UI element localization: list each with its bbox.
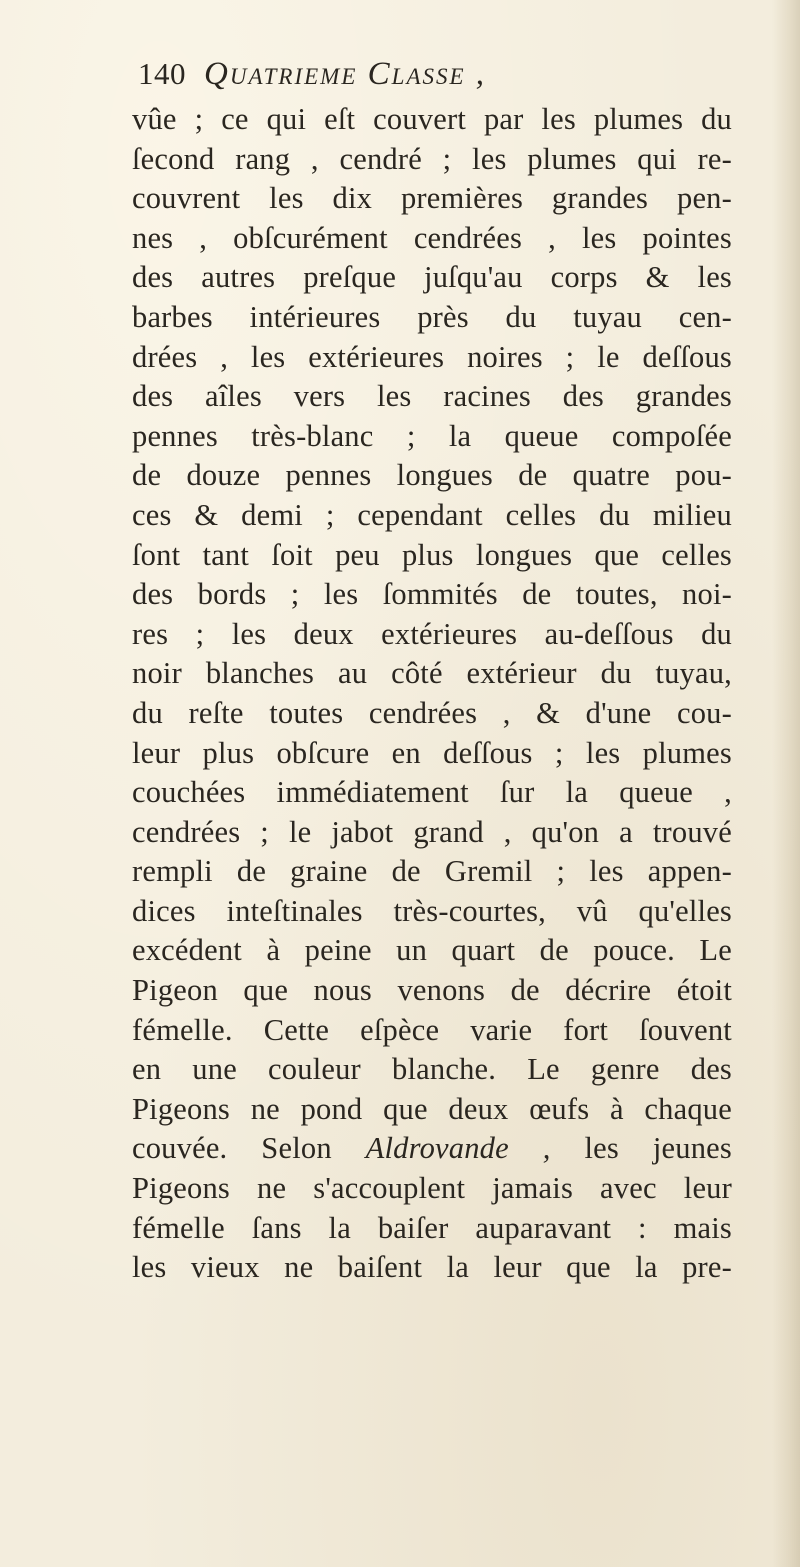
text-line: Pigeons ne pond que deux œufs à chaque	[132, 1091, 732, 1126]
text-line: du reſte toutes cendrées , & d'une cou-	[132, 695, 732, 730]
text-line: leur plus obſcure en deſſous ; les plumes	[132, 735, 732, 770]
text-line: couchées immédiatement ſur la queue ,	[132, 775, 732, 810]
text-line: ſont tant ſoit peu plus longues que celles	[132, 537, 732, 572]
text-line: pennes très-blanc ; la queue compoſée	[132, 418, 732, 453]
text-line: ſecond rang , cendré ; les plumes qui re-	[132, 141, 732, 176]
text-line: res ; les deux extérieures au-deſſous du	[132, 616, 732, 651]
text-line: ces & demi ; cependant celles du milieu	[132, 497, 732, 532]
page-number: 140	[138, 56, 186, 91]
text-line: des autres preſque juſqu'au corps & les	[132, 260, 732, 295]
text-line: Pigeon que nous venons de décrire étoit	[132, 973, 732, 1008]
text-line: noir blanches au côté extérieur du tuyau,	[132, 656, 732, 691]
text-line: rempli de graine de Gremil ; les appen-	[132, 854, 732, 889]
text-line: les vieux ne baiſent la leur que la pre-	[132, 1250, 732, 1285]
text-line: de douze pennes longues de quatre pou-	[132, 458, 732, 493]
text-line: barbes intérieures près du tuyau cen-	[132, 299, 732, 334]
text-line: nes , obſcurément cendrées , les pointes	[132, 220, 732, 255]
text-line: vûe ; ce qui eſt couvert par les plumes du	[132, 102, 732, 136]
text-line-with-author	[132, 1129, 732, 1169]
text-line: Pigeons ne s'accouplent jamais avec leur	[132, 1171, 732, 1206]
page-edge-shadow	[772, 0, 800, 1567]
body-text	[132, 100, 732, 1288]
text-line: dices inteſtinales très-courtes, vû qu'elles	[132, 893, 732, 928]
text-line: fémelle. Cette eſpèce varie fort ſouvent	[132, 1012, 732, 1047]
text-line: des bords ; les ſommités de toutes, noi-	[132, 577, 732, 612]
text-line: cendrées ; le jabot grand , qu'on a trouvé	[132, 814, 732, 849]
running-head: Quatrieme Classe ,	[204, 56, 487, 92]
text-line: fémelle ſans la baiſer auparavant : mais	[132, 1210, 732, 1245]
text-fragment: couvée. Selon	[132, 1131, 332, 1166]
text-line: drées , les extérieures noires ; le deſſous	[132, 339, 732, 374]
author-name: Aldrovande ,	[365, 1131, 551, 1166]
text-line: excédent à peine un quart de pouce. Le	[132, 933, 732, 968]
text-fragment: les jeunes	[584, 1131, 732, 1166]
text-line: en une couleur blanche. Le genre des	[132, 1052, 732, 1087]
text-line: des aîles vers les racines des grandes	[132, 379, 732, 414]
text-line: couvrent les dix premières grandes pen-	[132, 181, 732, 216]
page-header	[138, 56, 698, 104]
